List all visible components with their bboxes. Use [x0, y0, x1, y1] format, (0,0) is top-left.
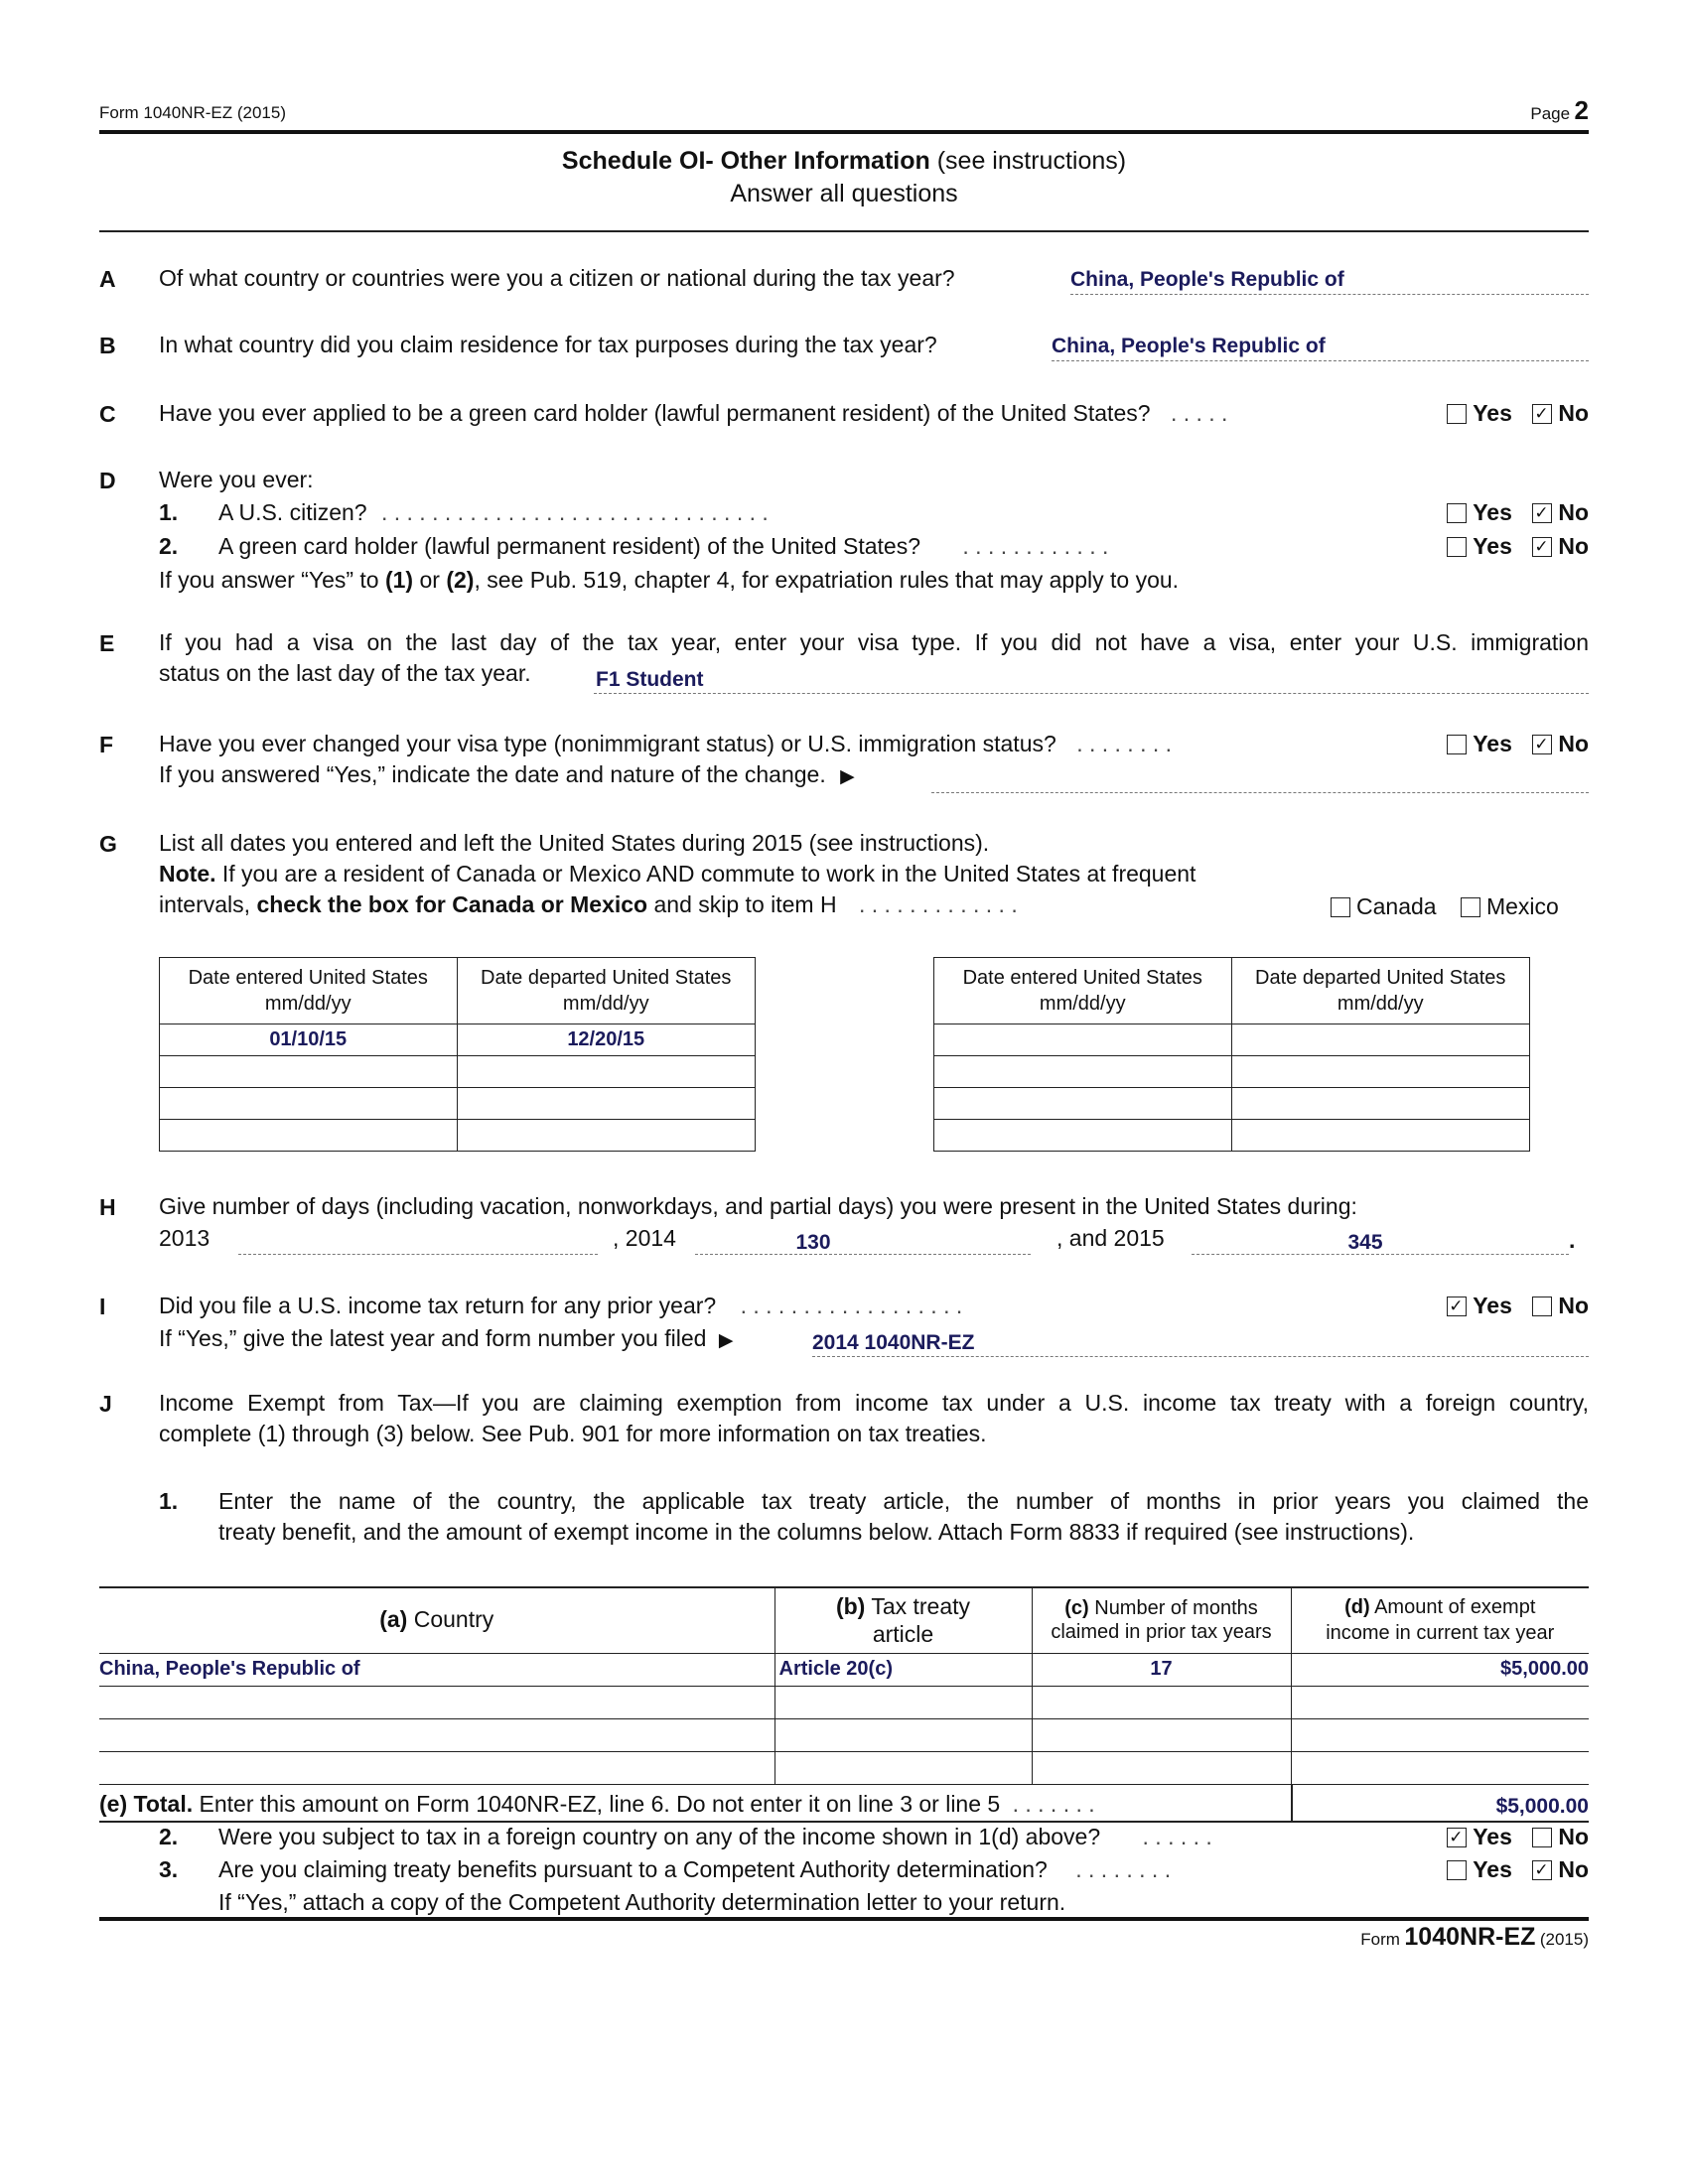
table-row — [934, 1024, 1530, 1056]
date-departed-cell[interactable] — [1231, 1056, 1530, 1088]
residence-underline — [1052, 360, 1589, 361]
citizenship-underline — [1070, 294, 1589, 295]
article-cell[interactable] — [774, 1686, 1032, 1718]
form-label: Form 1040NR-EZ (2015) — [99, 103, 287, 122]
d1-yes-option[interactable] — [1447, 499, 1512, 525]
article-cell[interactable]: Article 20(c) — [774, 1653, 1032, 1686]
item-letter-e: E — [99, 630, 115, 656]
no-label: No — [1558, 731, 1589, 756]
col-header-months — [1032, 1587, 1291, 1653]
no-label: No — [1558, 1856, 1589, 1882]
e-line2: status on the last day of the tax year. — [159, 660, 531, 686]
leader-dots: . . . . . . . . — [1076, 731, 1173, 756]
j2-yes-no — [1447, 1824, 1589, 1850]
c-yes-option[interactable] — [1447, 400, 1512, 426]
days-2014-underline — [695, 1254, 1031, 1255]
table-row — [99, 1686, 1589, 1718]
days-2015-value: 345 — [1347, 1231, 1383, 1254]
no-label: No — [1558, 1824, 1589, 1849]
col-header-text: Date departed United States — [481, 967, 732, 989]
j-line1: Income Exempt from Tax—If you are claiming exemption from income tax under a U.S. income tax treaty with a foreign country, — [159, 1390, 1589, 1416]
col-header-departed — [1231, 958, 1530, 1024]
i-no-checkbox[interactable] — [1532, 1297, 1552, 1316]
j2-yes-checkbox[interactable] — [1447, 1828, 1467, 1847]
j1-line1: Enter the name of the country, the applicable tax treaty article, the number of months in prior years you claimed the — [218, 1488, 1589, 1514]
yes-label: Yes — [1473, 731, 1512, 756]
h-2013-label: 2013 — [159, 1225, 211, 1251]
col-letter: (c) — [1064, 1596, 1089, 1619]
d2-yes-checkbox[interactable] — [1447, 537, 1467, 557]
h-2014-label: , 2014 — [613, 1225, 676, 1251]
d1-yes-no — [1447, 499, 1589, 526]
page-indicator — [1530, 95, 1589, 126]
table-row — [99, 1653, 1589, 1686]
date-departed-cell[interactable] — [1231, 1088, 1530, 1120]
col-label: Number of months — [1088, 1596, 1258, 1619]
date-departed-cell[interactable] — [457, 1088, 756, 1120]
question-c — [159, 399, 1227, 427]
title-bold: Schedule OI- Other Information — [561, 147, 930, 175]
table-row — [160, 1056, 756, 1088]
col-format-text: mm/dd/yy — [562, 993, 649, 1015]
date-entered-cell[interactable] — [160, 1120, 458, 1152]
d2-text: A green card holder (lawful permanent resident) of the United States? — [218, 533, 921, 559]
i-yes-checkbox[interactable] — [1447, 1297, 1467, 1316]
article-cell[interactable] — [774, 1718, 1032, 1751]
table-row — [99, 1718, 1589, 1751]
d2-no-checkbox[interactable] — [1532, 537, 1552, 557]
date-entered-cell[interactable] — [934, 1088, 1232, 1120]
j3-note: If “Yes,” attach a copy of the Competent Authority determination letter to your return. — [218, 1889, 1066, 1915]
mexico-option[interactable] — [1461, 893, 1559, 919]
yes-label: Yes — [1473, 1293, 1512, 1318]
mexico-checkbox[interactable] — [1461, 897, 1480, 917]
d1-text: A U.S. citizen? — [218, 499, 367, 525]
canada-checkbox[interactable] — [1331, 897, 1350, 917]
mexico-label: Mexico — [1485, 893, 1559, 919]
article-cell[interactable] — [774, 1751, 1032, 1784]
item-letter-a: A — [99, 266, 116, 292]
arrow-right-icon: ▶ — [840, 766, 855, 787]
c-yes-checkbox[interactable] — [1447, 404, 1467, 424]
table-row — [934, 1120, 1530, 1152]
col-label: Tax treaty — [865, 1592, 971, 1619]
date-departed-cell[interactable] — [1231, 1120, 1530, 1152]
page-word: Page — [1530, 104, 1571, 123]
e-line1: If you had a visa on the last day of the tax year, enter your visa type. If you did not have a visa, enter your U.S. immigration — [159, 629, 1589, 655]
d2-yes-option[interactable] — [1447, 533, 1512, 559]
visa-change-value — [931, 770, 1589, 792]
page-title — [0, 147, 1688, 176]
days-2015-underline — [1192, 1254, 1569, 1255]
total-label — [99, 1790, 1095, 1818]
col-header-text: Date entered United States — [962, 967, 1202, 989]
days-2014-value: 130 — [795, 1231, 831, 1254]
item-letter-b: B — [99, 333, 116, 358]
col-letter: (a) — [379, 1606, 408, 1633]
i-question-text: Did you file a U.S. income tax return for any prior year? — [159, 1293, 717, 1318]
footer-form-word: Form — [1360, 1930, 1400, 1949]
j-line2: complete (1) through (3) below. See Pub. 901 for more information on tax treaties. — [159, 1421, 987, 1446]
table-row — [934, 1088, 1530, 1120]
f-yes-no — [1447, 731, 1589, 757]
item-letter-g: G — [99, 831, 117, 857]
j2-text: Were you subject to tax in a foreign country on any of the income shown in 1(d) above? — [218, 1824, 1101, 1849]
leader-dots: . . . . . . . . . . . . . . . . . . — [740, 1293, 963, 1318]
leader-dots: . . . . . . . . . . . . — [962, 533, 1109, 559]
date-departed-cell[interactable] — [457, 1056, 756, 1088]
date-entered-cell[interactable] — [160, 1088, 458, 1120]
d-note — [159, 566, 1179, 594]
col-label: income in current tax year — [1326, 1621, 1555, 1644]
i-no-option[interactable] — [1532, 1293, 1589, 1318]
d2-num: 2. — [159, 533, 179, 559]
g-line3 — [159, 890, 1018, 918]
col-label: claimed in prior tax years — [1051, 1620, 1272, 1643]
d2-no-option[interactable] — [1532, 533, 1589, 559]
dates-table-right — [933, 957, 1530, 1152]
d1-yes-checkbox[interactable] — [1447, 503, 1467, 523]
f-yes-checkbox[interactable] — [1447, 735, 1467, 754]
days-2013-value — [238, 1231, 598, 1254]
f-line2-text: If you answered “Yes,” indicate the date and nature of the change. — [159, 761, 826, 787]
amount-cell[interactable]: $5,000.00 — [1291, 1653, 1589, 1686]
months-cell[interactable] — [1032, 1718, 1291, 1751]
prior-return-underline — [812, 1356, 1589, 1357]
visa-type-value: F1 Student — [596, 668, 704, 691]
country-cell[interactable] — [99, 1751, 774, 1784]
col-label: article — [872, 1620, 934, 1647]
col-header-text: Date entered United States — [188, 967, 428, 989]
d1-num: 1. — [159, 499, 179, 525]
g-line3-text: intervals, — [159, 891, 257, 917]
d1-no-checkbox[interactable] — [1532, 503, 1552, 523]
canada-mexico-options — [1331, 893, 1559, 920]
j2-question — [218, 1823, 1212, 1850]
d2-question — [218, 532, 1108, 560]
col-label: Country — [407, 1606, 494, 1633]
d2-yes-no — [1447, 533, 1589, 560]
g-note-text: If you are a resident of Canada or Mexico AND commute to work in the United States at frequent — [215, 861, 1196, 887]
yes-label: Yes — [1473, 499, 1512, 525]
visa-change-field[interactable] — [931, 770, 1589, 793]
d-note-ref-2: (2) — [446, 567, 475, 593]
total-label-bold: (e) Total. — [99, 1791, 194, 1817]
j3-yes-option[interactable] — [1447, 1856, 1512, 1882]
i-yes-no — [1447, 1293, 1589, 1319]
yes-label: Yes — [1473, 1824, 1512, 1849]
no-label: No — [1558, 1293, 1589, 1318]
months-cell[interactable]: 17 — [1032, 1653, 1291, 1686]
d-note-text: , see Pub. 519, chapter 4, for expatriation rules that may apply to you. — [474, 567, 1180, 593]
item-letter-j: J — [99, 1391, 112, 1417]
d-intro: Were you ever: — [159, 467, 314, 492]
g-line3-text: and skip to item H — [647, 891, 837, 917]
j1-line2: treaty benefit, and the amount of exempt income in the columns below. Attach Form 8833 if required (see instructions). — [218, 1519, 1415, 1545]
leader-dots: . . . . . . . . . . . . . — [858, 891, 1018, 917]
i-line2 — [159, 1324, 733, 1355]
table-row — [160, 1120, 756, 1152]
table-row — [160, 1088, 756, 1120]
item-letter-i: I — [99, 1294, 106, 1319]
date-entered-cell[interactable] — [934, 1024, 1232, 1056]
months-cell[interactable] — [1032, 1686, 1291, 1718]
residence-field[interactable] — [1052, 335, 1589, 361]
col-letter: (b) — [835, 1592, 866, 1619]
visa-type-underline — [594, 693, 1589, 694]
citizenship-value: China, People's Republic of — [1070, 268, 1344, 291]
j2-no-option[interactable] — [1532, 1824, 1589, 1849]
amount-cell[interactable] — [1291, 1718, 1589, 1751]
g-line3-bold: check the box for Canada or Mexico — [256, 891, 648, 917]
g-note — [159, 860, 1196, 887]
question-c-text: Have you ever applied to be a green card holder (lawful permanent resident) of the United States? — [159, 400, 1151, 426]
col-header-text: Date departed United States — [1255, 967, 1506, 989]
j1-num: 1. — [159, 1488, 179, 1514]
item-letter-c: C — [99, 401, 116, 427]
f-line2 — [159, 760, 855, 791]
item-letter-f: F — [99, 732, 114, 757]
col-header-entered — [934, 958, 1232, 1024]
prior-return-value: 2014 1040NR-EZ — [812, 1331, 975, 1354]
footer-rule — [99, 1917, 1589, 1921]
days-2013-underline — [238, 1254, 598, 1255]
date-entered-cell[interactable] — [934, 1120, 1232, 1152]
title-rule — [99, 230, 1589, 232]
leader-dots: . . . . . — [1170, 400, 1228, 426]
question-a: Of what country or countries were you a citizen or national during the tax year? — [159, 265, 955, 291]
c-no-checkbox[interactable] — [1532, 404, 1552, 424]
treaty-table — [99, 1587, 1589, 1785]
j2-num: 2. — [159, 1824, 179, 1849]
d1-no-option[interactable] — [1532, 499, 1589, 525]
col-letter: (d) — [1344, 1595, 1370, 1618]
leader-dots: . . . . . . . . . . . . . . . . . . . . . . . . . . . . . . . — [380, 499, 769, 525]
item-letter-h: H — [99, 1194, 116, 1220]
dates-table-left — [159, 957, 756, 1152]
col-header-amount — [1291, 1587, 1589, 1653]
days-2013-field[interactable] — [238, 1231, 598, 1255]
j3-text: Are you claiming treaty benefits pursuant to a Competent Authority determination? — [218, 1856, 1048, 1882]
leader-dots: . . . . . . — [1142, 1824, 1212, 1849]
prior-return-field[interactable] — [812, 1331, 1589, 1357]
date-departed-cell[interactable] — [1231, 1024, 1530, 1056]
i-question — [159, 1292, 962, 1319]
header-rule — [99, 130, 1589, 134]
amount-cell[interactable] — [1291, 1686, 1589, 1718]
page-subtitle: Answer all questions — [730, 180, 958, 207]
d1-question — [218, 498, 769, 526]
f-question-text: Have you ever changed your visa type (nonimmigrant status) or U.S. immigration status? — [159, 731, 1056, 756]
g-note-label: Note. — [159, 861, 216, 887]
col-header-country — [99, 1587, 774, 1653]
yes-label: Yes — [1473, 533, 1512, 559]
citizenship-field[interactable] — [1070, 268, 1589, 295]
h-period: . — [1569, 1227, 1576, 1253]
col-header-entered — [160, 958, 458, 1024]
table-row — [934, 1056, 1530, 1088]
j3-question — [218, 1855, 1171, 1883]
footer-year: (2015) — [1539, 1930, 1589, 1949]
page-number: 2 — [1574, 95, 1589, 125]
total-amount[interactable]: $5,000.00 — [1495, 1795, 1589, 1818]
col-format-text: mm/dd/yy — [1336, 993, 1424, 1015]
col-label: Amount of exempt — [1369, 1595, 1536, 1618]
canada-label: Canada — [1356, 893, 1437, 919]
d-note-text: If you answer “Yes” to — [159, 567, 385, 593]
days-2014-field[interactable] — [695, 1231, 1031, 1255]
c-yes-no — [1447, 400, 1589, 427]
j2-yes-option[interactable] — [1447, 1824, 1512, 1849]
arrow-right-icon: ▶ — [718, 1330, 734, 1351]
col-header-article — [774, 1587, 1032, 1653]
country-cell[interactable] — [99, 1718, 774, 1751]
f-question — [159, 730, 1172, 757]
j3-no-option[interactable] — [1532, 1856, 1589, 1882]
leader-dots: . . . . . . . . — [1075, 1856, 1172, 1882]
f-no-option[interactable] — [1532, 731, 1589, 756]
visa-change-underline — [931, 792, 1589, 793]
visa-type-field[interactable] — [594, 668, 1589, 694]
f-yes-option[interactable] — [1447, 731, 1512, 756]
j3-yes-no — [1447, 1856, 1589, 1883]
country-cell[interactable]: China, People's Republic of — [99, 1653, 774, 1686]
no-label: No — [1558, 400, 1589, 426]
footer-form-id — [1360, 1923, 1589, 1952]
yes-label: Yes — [1473, 400, 1512, 426]
months-cell[interactable] — [1032, 1751, 1291, 1784]
table-row — [160, 1024, 756, 1056]
residence-value: China, People's Republic of — [1052, 335, 1326, 357]
leader-dots: . . . . . . . — [1012, 1791, 1095, 1817]
no-label: No — [1558, 533, 1589, 559]
title-normal: (see instructions) — [929, 147, 1127, 175]
amount-cell[interactable] — [1291, 1751, 1589, 1784]
f-no-checkbox[interactable] — [1532, 735, 1552, 754]
j3-num: 3. — [159, 1856, 179, 1882]
j2-no-checkbox[interactable] — [1532, 1828, 1552, 1847]
item-letter-d: D — [99, 468, 116, 493]
no-label: No — [1558, 499, 1589, 525]
d-note-text: or — [413, 567, 447, 593]
i-line2-text: If “Yes,” give the latest year and form number you filed — [159, 1325, 707, 1351]
date-departed-cell[interactable] — [457, 1120, 756, 1152]
total-label-text: Enter this amount on Form 1040NR-EZ, line 6. Do not enter it on line 3 or line 5 — [193, 1791, 1001, 1817]
c-no-option[interactable] — [1532, 400, 1589, 426]
country-cell[interactable] — [99, 1686, 774, 1718]
i-yes-option[interactable] — [1447, 1293, 1512, 1318]
yes-label: Yes — [1473, 1856, 1512, 1882]
total-divider — [1291, 1785, 1293, 1821]
col-header-departed — [457, 958, 756, 1024]
question-b: In what country did you claim residence for tax purposes during the tax year? — [159, 332, 937, 357]
date-departed-cell[interactable]: 12/20/15 — [457, 1024, 756, 1056]
h-2015-label: , and 2015 — [1056, 1225, 1165, 1251]
j3-no-checkbox[interactable] — [1532, 1860, 1552, 1880]
table-row — [99, 1751, 1589, 1784]
col-format-text: mm/dd/yy — [264, 993, 352, 1015]
date-entered-cell[interactable] — [934, 1056, 1232, 1088]
h-line1: Give number of days (including vacation, nonworkdays, and partial days) you were present in the United States during: — [159, 1193, 1357, 1219]
days-2015-field[interactable] — [1192, 1231, 1569, 1255]
date-entered-cell[interactable] — [160, 1056, 458, 1088]
g-line1: List all dates you entered and left the United States during 2015 (see instructions). — [159, 830, 990, 856]
j3-yes-checkbox[interactable] — [1447, 1860, 1467, 1880]
footer-form-number: 1040NR-EZ — [1404, 1923, 1536, 1951]
date-entered-cell[interactable]: 01/10/15 — [160, 1024, 458, 1056]
canada-option[interactable] — [1331, 893, 1437, 919]
d-note-ref-1: (1) — [384, 567, 414, 593]
col-format-text: mm/dd/yy — [1039, 993, 1126, 1015]
